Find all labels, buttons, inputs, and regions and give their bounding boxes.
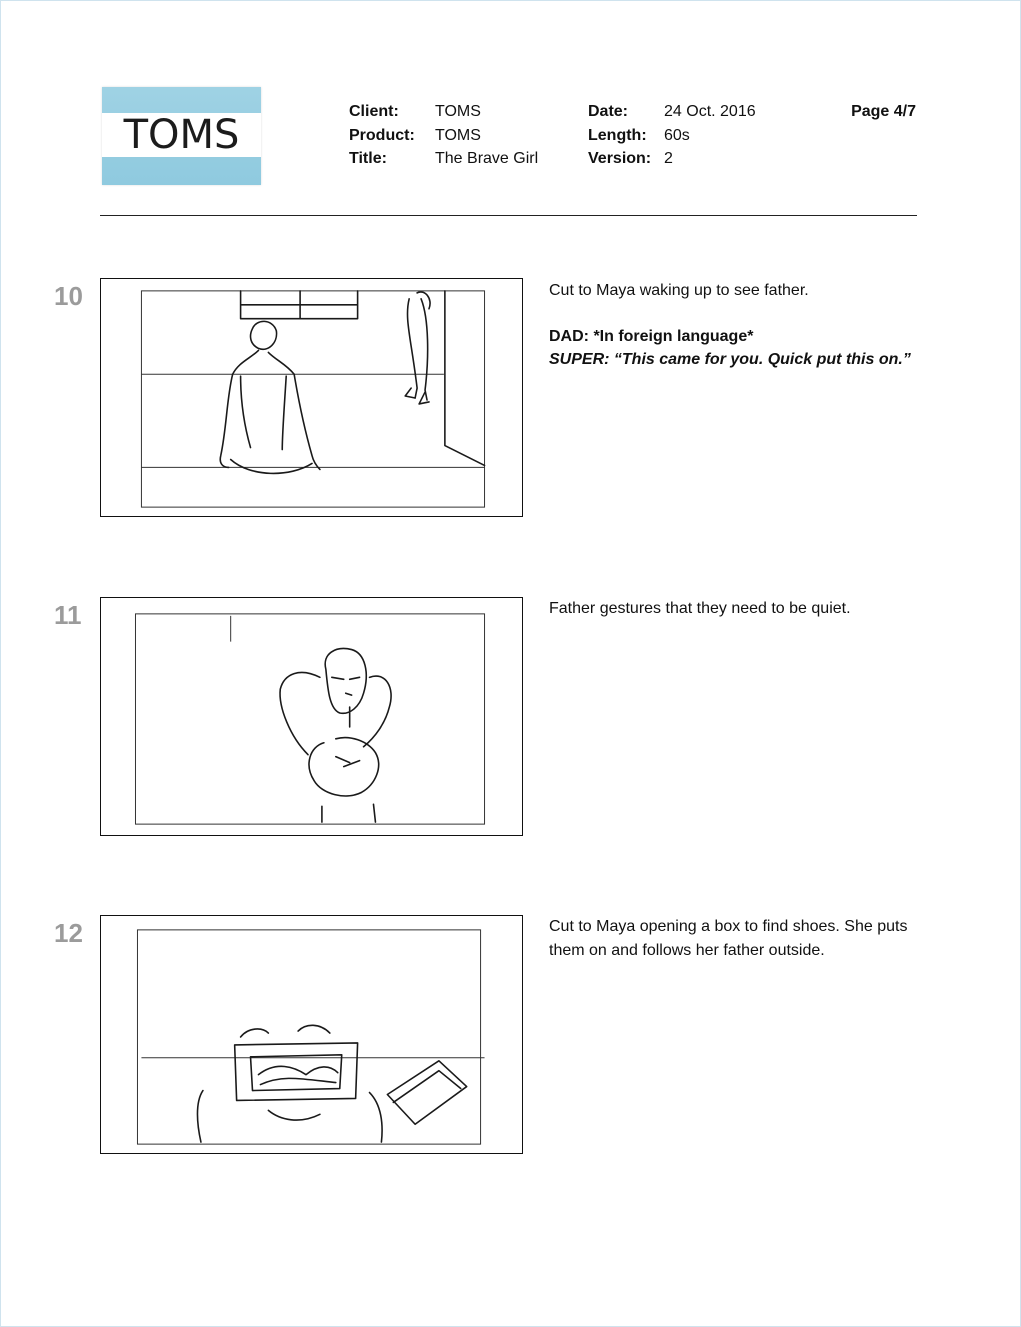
scene-number-12: 12 (54, 918, 83, 948)
date-row (588, 100, 756, 124)
scene-dialogue-10: DAD: *In foreign language* (549, 327, 754, 345)
scene-description-11 (549, 597, 921, 621)
version-row (588, 147, 756, 171)
storyboard-frame-10 (100, 278, 523, 517)
product-value: TOMS (435, 126, 481, 144)
length-value: 60s (664, 126, 690, 144)
logo-text: TOMS (123, 112, 240, 158)
title-value: The Brave Girl (435, 150, 539, 167)
scene-number-10: 10 (54, 281, 83, 311)
page-number: Page 4/7 (851, 103, 916, 120)
title-row (349, 147, 538, 171)
scene-action-12: Cut to Maya opening a box to find shoes. She puts them on and follows her father outside. (549, 918, 908, 959)
scene-action-11: Father gestures that they need to be quiet. (549, 600, 851, 617)
storyboard-frame-12 (100, 915, 523, 1154)
header-meta-left (349, 100, 538, 171)
spacer (549, 303, 921, 325)
title-label: Title: (349, 150, 387, 167)
client-row (349, 100, 538, 124)
header-meta-right (588, 100, 756, 171)
scene-super-10: SUPER: “This came for you. Quick put this on.” (549, 351, 911, 368)
toms-logo (102, 87, 261, 185)
scene-description-12 (549, 915, 921, 962)
header-divider (100, 215, 917, 216)
version-value: 2 (664, 150, 673, 167)
version-label: Version: (588, 150, 652, 167)
client-label: Client: (349, 103, 399, 120)
storyboard-frame-11 (100, 597, 523, 836)
product-row (349, 124, 538, 148)
length-label: Length: (588, 126, 647, 144)
length-row (588, 124, 756, 148)
sketch-box-with-shoes (101, 916, 522, 1153)
client-value: TOMS (435, 103, 481, 120)
sketch-father-quiet (101, 598, 522, 835)
scene-number-11: 11 (54, 600, 82, 630)
date-value: 24 Oct. 2016 (664, 103, 756, 120)
scene-description-10 (549, 279, 921, 372)
product-label: Product: (349, 126, 415, 144)
scene-action-10: Cut to Maya waking up to see father. (549, 282, 809, 299)
sketch-maya-waking (101, 279, 522, 516)
date-label: Date: (588, 103, 629, 120)
